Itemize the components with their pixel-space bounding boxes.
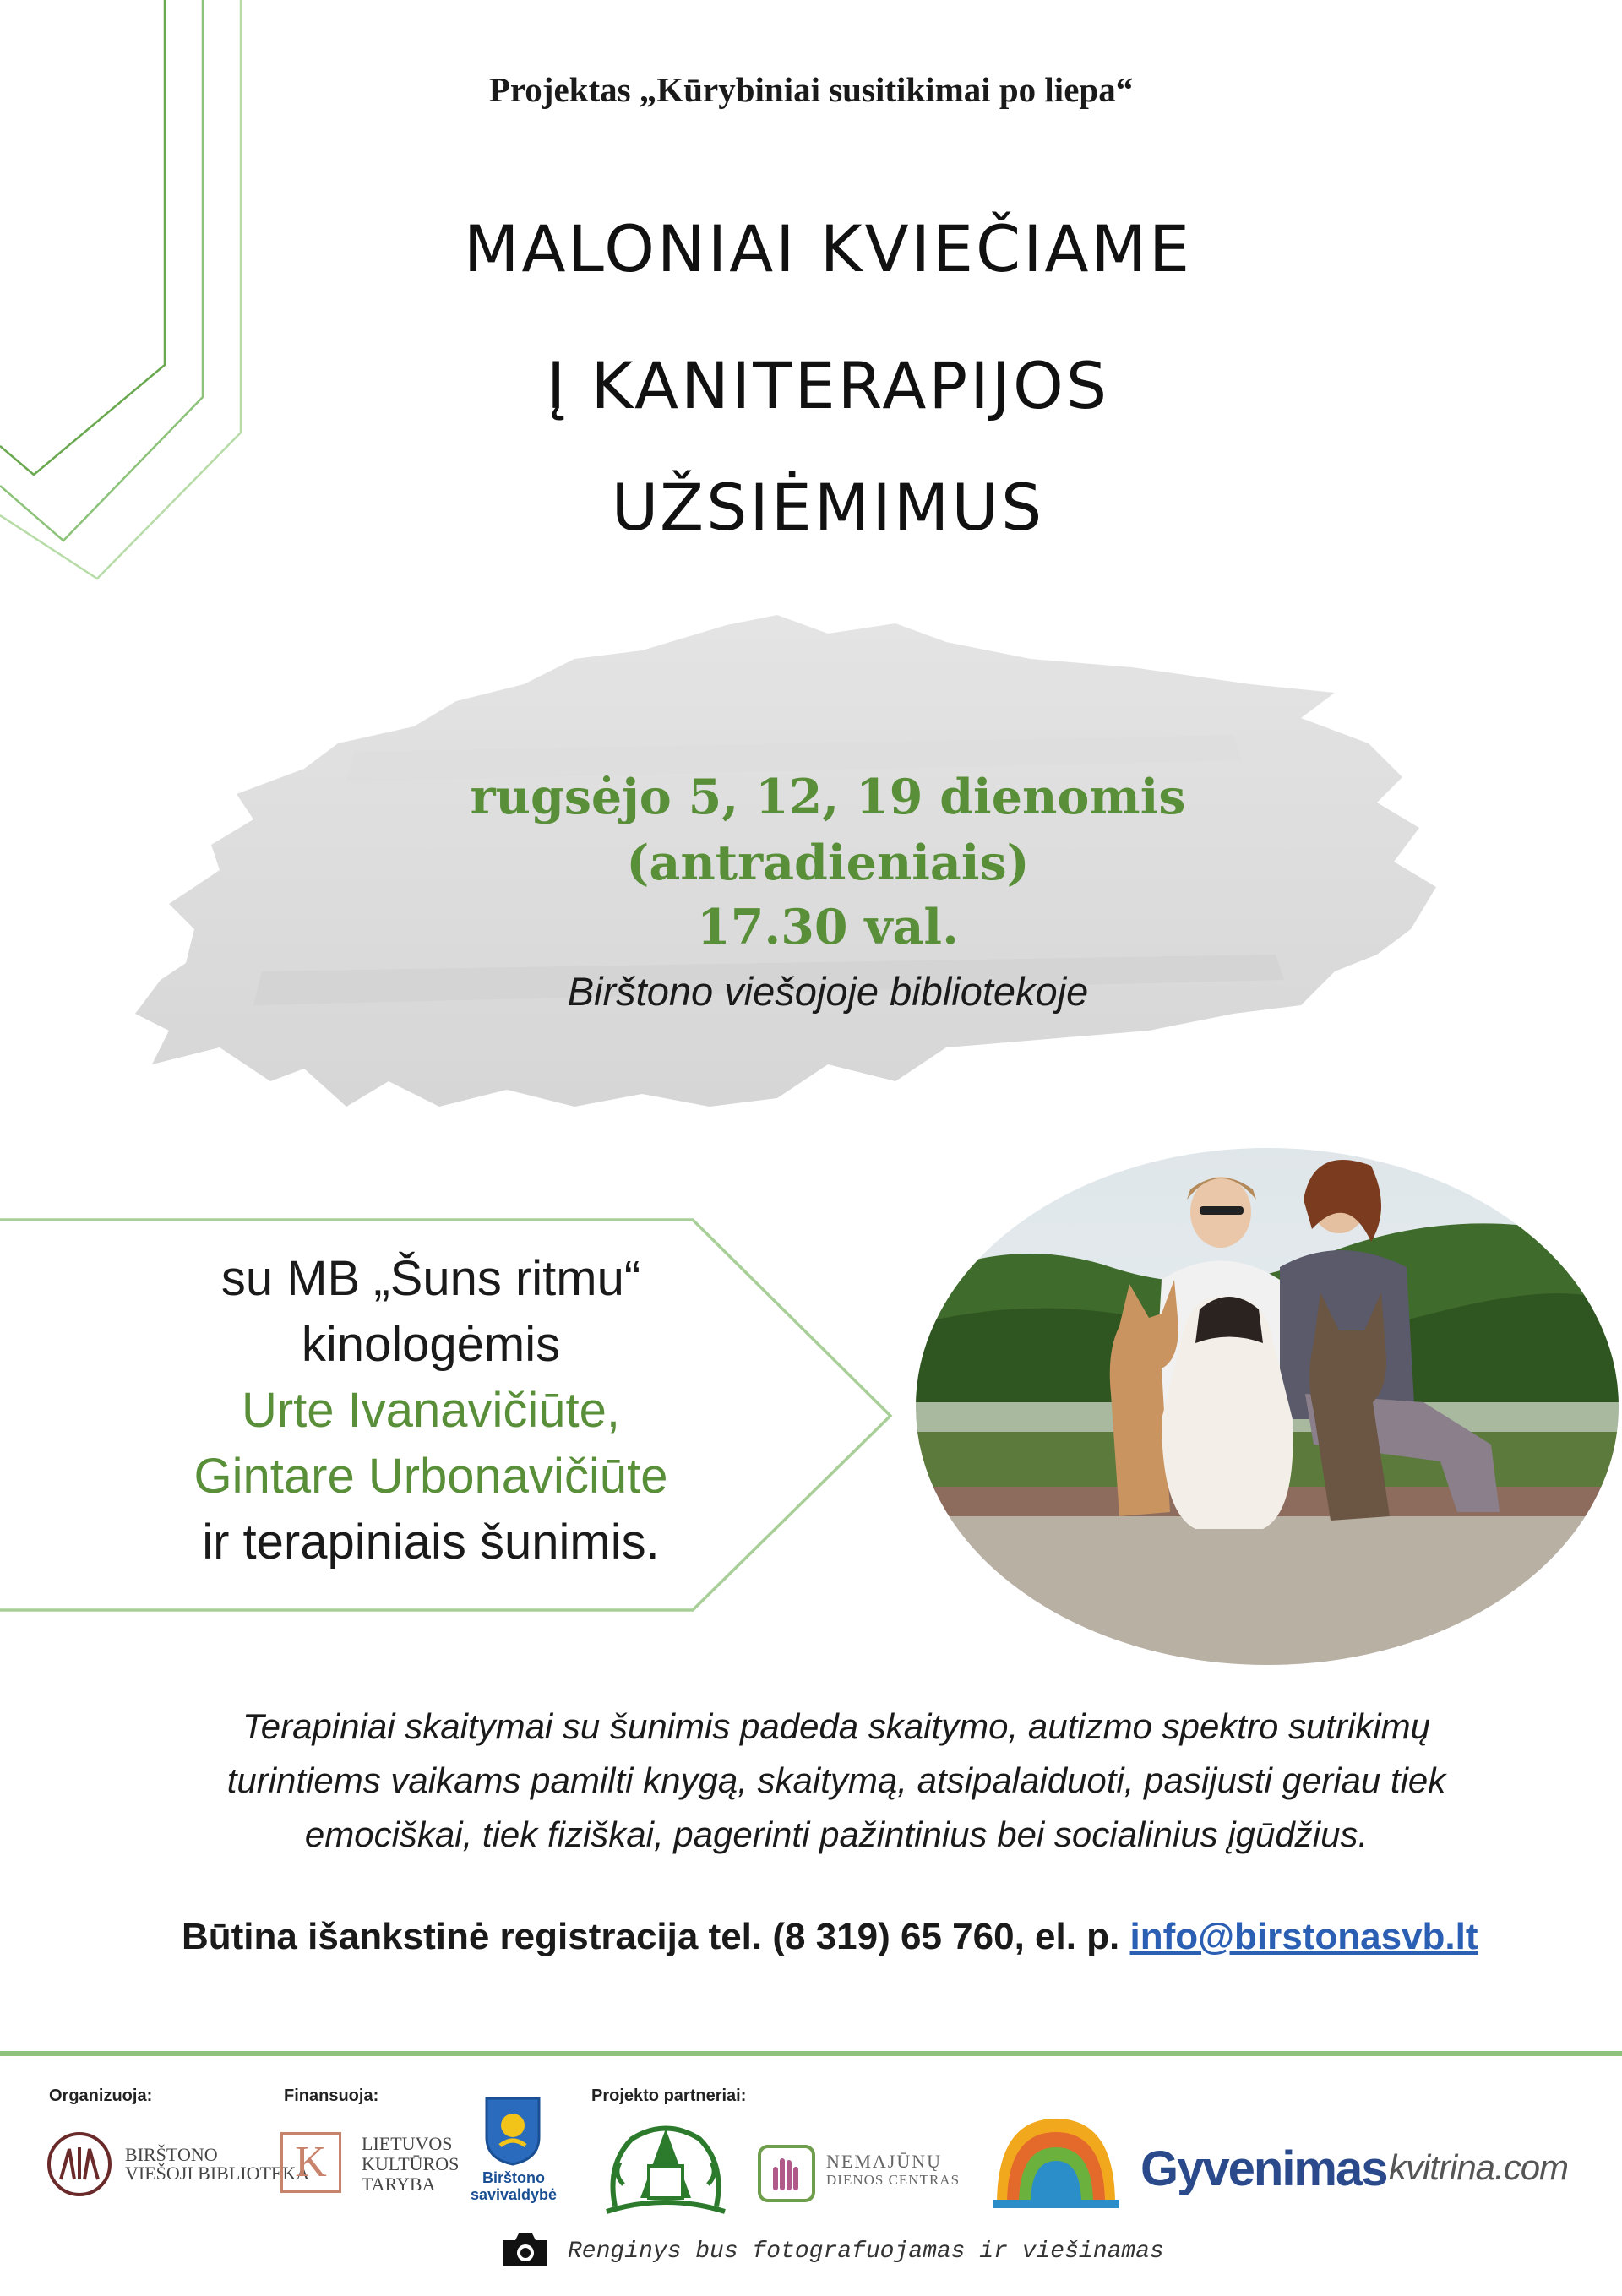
hosts-line-role: kinologėmis: [301, 1317, 561, 1372]
day-center-line-2: DIENOS CENTRAS: [826, 2172, 961, 2188]
council-logo-line-3: TARYBA: [362, 2174, 436, 2195]
library-logo-line-2: VIEŠOJI BIBLIOTEKA: [125, 2163, 310, 2184]
hosts-line-organization: su MB „Šuns ritmu“: [220, 1251, 641, 1306]
municipality-coat-of-arms: [483, 2095, 542, 2166]
host-name-2: Gintare Urbonavičiūte: [193, 1449, 668, 1504]
day-center-logo-text: [826, 2152, 960, 2190]
registration-email-link[interactable]: info@birstonasvb.lt: [1129, 1916, 1478, 1957]
forest-partner-emblem: [598, 2114, 733, 2218]
kvitrina-logo: kvitrina.com: [1389, 2147, 1569, 2187]
funder-heading: Finansuoja:: [284, 2087, 379, 2105]
municipality-line-2: savivaldybė: [470, 2186, 558, 2203]
municipality-logo-text: [466, 2169, 561, 2203]
culture-council-letter: K: [295, 2138, 327, 2186]
gyvenimas-logo: Gyvenimas: [1140, 2141, 1387, 2196]
culture-council-logo-mark: [280, 2132, 341, 2193]
footer-divider: [0, 2051, 1622, 2056]
headline-line-2: Į KANITERAPIJOS: [546, 348, 1110, 423]
headline-line-1: MALONIAI KVIEČIAME: [463, 211, 1193, 286]
camera-icon: [500, 2230, 551, 2269]
event-description: [59, 1700, 1614, 1862]
council-logo-line-2: KULTŪROS: [362, 2153, 460, 2174]
event-time: 17.30 val.: [697, 899, 959, 955]
partners-heading: Projekto partneriai:: [591, 2087, 747, 2105]
hosts-with-dogs-photo: [908, 1140, 1622, 1673]
day-center-hand-icon: [757, 2144, 816, 2203]
library-logo-line-1: BIRŠTONO: [125, 2144, 218, 2165]
host-name-1: Urte Ivanavičiūte,: [241, 1383, 621, 1438]
municipality-line-1: Birštono: [482, 2169, 545, 2186]
registration-text: Būtina išankstinė registracija tel. (8 319) 65 760, el. p.: [182, 1916, 1130, 1957]
culture-council-logo-text: [362, 2134, 459, 2195]
hosts-line-dogs: ir terapiniais šunimis.: [202, 1515, 660, 1570]
project-title: Projektas „Kūrybiniai susitikimai po liepa“: [488, 70, 1134, 109]
library-logo-emblem: [46, 2130, 113, 2198]
day-center-line-1: NEMAJŪNŲ: [826, 2151, 942, 2172]
event-venue: Birštono viešojoje bibliotekoje: [567, 969, 1089, 1014]
headline-line-3: UŽSIĖMIMUS: [611, 470, 1045, 545]
event-weekday: (antradieniais): [626, 835, 1030, 891]
registration-notice: [182, 1916, 1478, 1958]
description-line-1: Terapiniai skaitymai su šunimis padeda skaitymo, autizmo spektro sutrikimų: [242, 1706, 1430, 1746]
photo-notice: Renginys bus fotografuojamas ir viešinamas: [568, 2239, 1164, 2265]
description-line-2: turintiems vaikams pamilti knygą, skaitymą, atsipalaiduoti, pasijusti geriau tiek: [226, 1760, 1446, 1800]
organizer-heading: Organizuoja:: [49, 2087, 153, 2105]
sunburst-partner-emblem: [990, 2112, 1122, 2210]
council-logo-line-1: LIETUVOS: [362, 2133, 453, 2154]
event-dates: rugsėjo 5, 12, 19 dienomis: [470, 769, 1186, 825]
description-line-3: emociškai, tiek fiziškai, pagerinti pažintinius bei socialinius įgūdžius.: [304, 1814, 1369, 1854]
